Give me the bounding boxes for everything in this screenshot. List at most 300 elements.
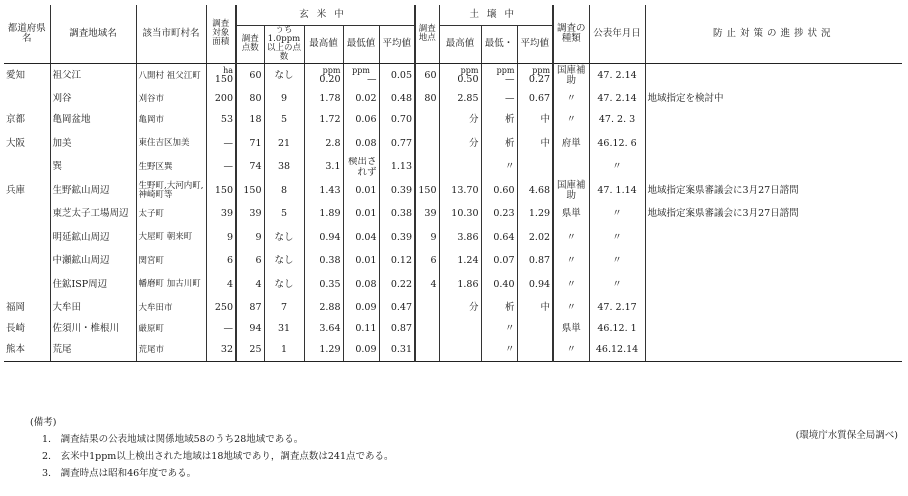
cell-s-points (415, 340, 439, 361)
cell-progress (645, 272, 902, 298)
cell-text: 〃 (504, 344, 515, 356)
unit-label: ppm (352, 66, 370, 76)
cell-text: 刈谷 (52, 93, 72, 105)
cell-s-min (481, 272, 517, 298)
cell-text: 巽 (52, 161, 63, 173)
cell-text: 〃 (566, 344, 577, 356)
cell-s-points (415, 319, 439, 340)
cell-text: 0.09 (355, 344, 377, 356)
cadmium-survey-table-wrap (4, 5, 902, 362)
cell-text: 兵庫 (6, 184, 26, 196)
cell-text: 10.30 (451, 208, 479, 220)
cell-s-min (481, 89, 517, 110)
cell-g-points (236, 251, 264, 272)
cell-g-points (236, 157, 264, 178)
cell-g-points (236, 204, 264, 225)
cell-pub (589, 298, 645, 319)
cell-text: 地域指定案県審議会に3月27日諮問 (647, 208, 799, 220)
cell-progress (645, 298, 902, 319)
cell-g-points (236, 225, 264, 251)
header-soil: 土壌中 (439, 5, 553, 25)
cell-text: 25 (249, 344, 262, 356)
cell-text: 熊本 (6, 344, 26, 356)
cell-type (553, 225, 589, 251)
header-g-min: 最低値 (343, 25, 379, 63)
cell-progress (645, 225, 902, 251)
cell-text: 住鉱ISP周辺 (52, 278, 108, 290)
cell-g-min (343, 110, 379, 131)
unit-label: ha (223, 66, 233, 76)
cell-s-avg (517, 131, 553, 157)
cell-g-avg (379, 204, 415, 225)
cell-survey-area (206, 63, 236, 89)
cell-text: 1.78 (319, 93, 341, 105)
cell-city (136, 89, 206, 110)
cell-s-avg (517, 319, 553, 340)
cell-text: 2.8 (325, 137, 341, 149)
cell-text: 3.86 (457, 231, 479, 243)
cell-type (553, 272, 589, 298)
cell-text: 〃 (566, 231, 577, 243)
cell-text: 39 (220, 208, 233, 220)
cell-s-max (439, 272, 481, 298)
cell-text: 6 (226, 255, 233, 267)
cell-text: 生野区巽 (138, 161, 173, 172)
header-g-avg: 平均値 (379, 25, 415, 63)
cell-text: 〃 (566, 114, 577, 126)
cell-text: 析 (504, 302, 515, 314)
cell-text: 8 (280, 184, 288, 196)
cell-survey-area (206, 340, 236, 361)
unit-label: ppm (532, 66, 551, 76)
cell-g-points (236, 178, 264, 204)
cell-progress (645, 157, 902, 178)
cell-text: 0.60 (493, 184, 515, 196)
cell-text: — (505, 93, 515, 105)
cell-city (136, 298, 206, 319)
cell-s-min (481, 225, 517, 251)
note-item: 2. 玄米中1ppm以上検出された地域は18地域であり，調査点数は241点である。 (42, 451, 394, 462)
notes-title: (備考) (30, 417, 57, 428)
cell-text: 31 (277, 323, 291, 335)
cell-s-max (439, 63, 481, 89)
cell-text: 長崎 (6, 323, 26, 335)
cell-g-max (304, 63, 343, 89)
cell-g-over1 (264, 89, 304, 110)
header-g-max: 最高値 (304, 25, 343, 63)
cell-text: 東芝太子工場周辺 (52, 208, 129, 220)
cell-text: 明延鉱山周辺 (52, 231, 110, 243)
header-progress: 防止対策の進捗状況 (645, 5, 902, 63)
cell-area (50, 340, 136, 361)
cell-s-avg (517, 157, 553, 178)
cell-text: 生野鉱山周辺 (52, 184, 110, 196)
cell-g-points (236, 63, 264, 89)
cell-s-min (481, 319, 517, 340)
cell-pub (589, 110, 645, 131)
cell-text: 47. 2.14 (597, 70, 637, 82)
cell-text: 0.39 (390, 184, 412, 196)
header-s-max: 最高値 (439, 25, 481, 63)
cell-area (50, 63, 136, 89)
cell-s-avg (517, 178, 553, 204)
cell-text: 幡磨町 加古川町 (138, 279, 201, 290)
cell-text: 祖父江 (52, 70, 82, 82)
cell-text: 福岡 (6, 302, 26, 314)
cell-text: 0.01 (355, 184, 377, 196)
cell-g-min (343, 63, 379, 89)
cell-text: 〃 (612, 208, 622, 220)
cell-pub (589, 340, 645, 361)
cell-text: 0.12 (390, 255, 412, 267)
cell-g-avg (379, 110, 415, 131)
cell-text: 9 (280, 93, 288, 105)
cell-text: 0.23 (493, 208, 515, 220)
cell-g-points (236, 298, 264, 319)
cell-g-min (343, 157, 379, 178)
cell-text: 中 (540, 114, 551, 126)
cell-text: 1.43 (319, 184, 341, 196)
cell-area (50, 225, 136, 251)
cell-survey-area (206, 272, 236, 298)
cell-g-min (343, 204, 379, 225)
cell-city (136, 131, 206, 157)
cell-text: 2.88 (319, 302, 341, 314)
cell-g-avg (379, 89, 415, 110)
cell-area (50, 251, 136, 272)
cell-text: 60 (424, 70, 437, 82)
cell-g-avg (379, 63, 415, 89)
cell-text: 0.39 (390, 231, 412, 243)
cell-text: 0.05 (390, 70, 412, 82)
cell-text: 0.06 (355, 114, 377, 126)
cell-pref (4, 63, 50, 89)
cell-type (553, 110, 589, 131)
cell-s-min (481, 340, 517, 361)
cell-pref (4, 340, 50, 361)
cell-text: 0.02 (355, 93, 377, 105)
cell-text: なし (274, 255, 294, 267)
cell-g-avg (379, 157, 415, 178)
cell-area (50, 89, 136, 110)
cell-text: 0.47 (390, 302, 412, 314)
header-pub: 公表年月日 (589, 5, 645, 63)
cell-s-max (439, 298, 481, 319)
cell-text: 国庫補助 (557, 65, 586, 87)
cell-s-points (415, 157, 439, 178)
cell-city (136, 319, 206, 340)
cell-text: 150 (243, 184, 262, 196)
cell-text: 53 (220, 114, 233, 126)
cell-g-over1 (264, 157, 304, 178)
cell-g-over1 (264, 319, 304, 340)
cell-g-max (304, 110, 343, 131)
cell-g-avg (379, 178, 415, 204)
cell-g-avg (379, 298, 415, 319)
cell-g-avg (379, 272, 415, 298)
cell-city (136, 272, 206, 298)
cell-s-avg (517, 272, 553, 298)
cell-s-avg (517, 89, 553, 110)
cell-text: — (505, 74, 515, 86)
cell-text: 71 (249, 137, 262, 149)
cell-text: 0.67 (528, 93, 551, 105)
cell-progress (645, 340, 902, 361)
header-soil-points: 調査地点 (415, 5, 439, 63)
cell-g-min (343, 131, 379, 157)
cell-text: 47. 2.17 (597, 302, 637, 314)
cell-text: 7 (280, 302, 288, 314)
cell-text: 4 (255, 278, 262, 290)
cell-text: 0.31 (390, 344, 412, 356)
cell-text: 〃 (612, 161, 622, 173)
cell-text: 亀岡市 (138, 114, 165, 125)
cell-text: 150 (418, 184, 437, 196)
table-row (4, 157, 902, 178)
cell-text: 国庫補助 (557, 179, 586, 201)
cell-progress (645, 131, 902, 157)
cell-pref (4, 298, 50, 319)
table-header (4, 5, 902, 63)
cell-s-max (439, 251, 481, 272)
cell-pref (4, 225, 50, 251)
cell-g-over1 (264, 340, 304, 361)
cell-g-avg (379, 251, 415, 272)
cell-g-points (236, 340, 264, 361)
cell-city (136, 251, 206, 272)
header-g-over1: うち1.0ppm以上の点数 (264, 25, 304, 63)
cell-s-max (439, 340, 481, 361)
cell-city (136, 340, 206, 361)
cell-text: 厳原町 (138, 323, 165, 334)
cell-pub (589, 272, 645, 298)
cell-text: 県単 (561, 208, 581, 220)
cell-text: 4 (430, 278, 437, 290)
cell-text: 46.12. 1 (597, 323, 637, 335)
cell-g-max (304, 131, 343, 157)
cell-type (553, 251, 589, 272)
table-row (4, 272, 902, 298)
cell-text: 1.86 (457, 278, 479, 290)
cell-text: 中 (540, 137, 551, 149)
cell-s-points (415, 89, 439, 110)
header-g-points: 調査点数 (236, 25, 264, 63)
cell-text: 38 (277, 161, 291, 173)
cell-pref (4, 157, 50, 178)
cell-text: 0.01 (355, 255, 377, 267)
cell-text: 46.12. 6 (597, 137, 637, 149)
cell-text: 析 (504, 114, 515, 126)
cell-type (553, 298, 589, 319)
cell-progress (645, 251, 902, 272)
cell-type (553, 157, 589, 178)
cell-g-avg (379, 319, 415, 340)
cell-type (553, 204, 589, 225)
cell-survey-area (206, 131, 236, 157)
cell-text: 生野町,大河内町,神崎町等 (138, 180, 204, 200)
cell-text: 47. 2.14 (597, 93, 637, 105)
cell-s-min (481, 110, 517, 131)
cell-progress (645, 319, 902, 340)
cell-city (136, 63, 206, 89)
cell-s-max (439, 110, 481, 131)
cell-pub (589, 225, 645, 251)
cell-g-max (304, 340, 343, 361)
cell-g-min (343, 225, 379, 251)
cell-text: 荒尾市 (138, 344, 165, 355)
cell-g-max (304, 157, 343, 178)
cell-progress (645, 89, 902, 110)
cell-text: 9 (430, 231, 437, 243)
cell-city (136, 204, 206, 225)
cell-type (553, 131, 589, 157)
header-city: 該当市町村名 (136, 5, 206, 63)
cell-g-over1 (264, 204, 304, 225)
cell-progress (645, 110, 902, 131)
cell-pub (589, 319, 645, 340)
cell-g-min (343, 298, 379, 319)
cell-text: 0.38 (390, 208, 412, 220)
cell-survey-area (206, 298, 236, 319)
cell-s-points (415, 204, 439, 225)
cell-g-min (343, 272, 379, 298)
header-genmai: 玄米中 (236, 5, 415, 25)
cell-survey-area (206, 251, 236, 272)
cell-area (50, 319, 136, 340)
cell-g-min (343, 251, 379, 272)
cell-s-min (481, 251, 517, 272)
table-row (4, 178, 902, 204)
cell-g-points (236, 89, 264, 110)
cell-survey-area (206, 319, 236, 340)
cell-text: 5 (280, 208, 288, 220)
cell-s-points (415, 251, 439, 272)
cell-s-max (439, 204, 481, 225)
cell-text: 200 (214, 93, 233, 105)
cell-g-max (304, 319, 343, 340)
cell-text: 京都 (6, 114, 26, 126)
cell-text: 大牟田市 (138, 302, 173, 313)
cell-pub (589, 251, 645, 272)
cell-text: 中 (540, 302, 551, 314)
cell-s-max (439, 157, 481, 178)
cell-g-points (236, 272, 264, 298)
cell-text: 〃 (566, 278, 577, 290)
cell-pref (4, 89, 50, 110)
cell-text: 0.35 (319, 278, 341, 290)
cell-text: 1 (280, 344, 288, 356)
cell-text: 150 (214, 74, 233, 86)
cell-text: 0.08 (355, 278, 377, 290)
source-credit: (環境庁水質保全局調べ) (795, 430, 898, 441)
cell-text: 0.40 (493, 278, 515, 290)
cell-survey-area (206, 89, 236, 110)
cell-survey-area (206, 204, 236, 225)
cell-text: 32 (220, 344, 233, 356)
table-row (4, 251, 902, 272)
cell-text: 分 (468, 137, 479, 149)
cell-text: 3.1 (325, 161, 341, 173)
cell-g-min (343, 178, 379, 204)
cell-s-points (415, 225, 439, 251)
cell-text: 9 (255, 231, 262, 243)
cell-pub (589, 89, 645, 110)
cell-text: 加美 (52, 137, 72, 149)
cell-pub (589, 178, 645, 204)
cell-pub (589, 204, 645, 225)
cell-s-min (481, 178, 517, 204)
table-row (4, 225, 902, 251)
cell-s-max (439, 131, 481, 157)
cell-text: 大阪 (6, 137, 26, 149)
cell-text: 関宮町 (138, 255, 165, 266)
cell-s-points (415, 178, 439, 204)
header-s-min: 最低・ (481, 25, 517, 63)
header-survey-area: 調査対象面積 (206, 5, 236, 63)
cell-pub (589, 157, 645, 178)
cell-text: 0.27 (528, 74, 551, 86)
cell-text: 0.87 (390, 323, 412, 335)
cell-area (50, 110, 136, 131)
cell-text: 1.29 (319, 344, 341, 356)
cell-g-over1 (264, 178, 304, 204)
cell-s-avg (517, 251, 553, 272)
cell-text: 亀岡盆地 (52, 114, 91, 126)
cell-text: 87 (249, 302, 262, 314)
cell-text: 47. 2. 3 (598, 114, 636, 126)
cell-s-avg (517, 204, 553, 225)
cell-text: 大牟田 (52, 302, 82, 314)
cell-g-points (236, 110, 264, 131)
cell-type (553, 63, 589, 89)
cell-text: 4 (226, 278, 233, 290)
cell-text: 21 (277, 137, 291, 149)
cell-text: 0.01 (355, 208, 377, 220)
cell-text: 0.09 (355, 302, 377, 314)
cell-g-max (304, 225, 343, 251)
cell-text: 47. 1.14 (597, 184, 637, 196)
cell-g-max (304, 272, 343, 298)
cell-g-max (304, 251, 343, 272)
cell-text: 0.20 (319, 74, 341, 86)
cell-g-max (304, 204, 343, 225)
cell-pref (4, 131, 50, 157)
cell-s-max (439, 178, 481, 204)
cell-g-over1 (264, 131, 304, 157)
header-area: 調査地域名 (50, 5, 136, 63)
cell-s-points (415, 298, 439, 319)
header-type: 調査の種類 (553, 5, 589, 63)
cell-type (553, 178, 589, 204)
cell-text: 0.94 (528, 278, 551, 290)
cell-text: 4.68 (528, 184, 551, 196)
cell-city (136, 225, 206, 251)
cell-text: 1.29 (528, 208, 551, 220)
cell-s-min (481, 204, 517, 225)
cell-g-min (343, 340, 379, 361)
cell-text: 地域指定を検討中 (647, 93, 724, 105)
cell-city (136, 110, 206, 131)
cell-text: 〃 (566, 255, 577, 267)
cell-text: 地域指定案県審議会に3月27日諮問 (647, 184, 799, 196)
cell-text: 3.64 (319, 323, 341, 335)
cell-pref (4, 178, 50, 204)
cell-area (50, 131, 136, 157)
cell-text: 0.22 (390, 278, 412, 290)
cell-text: 0.94 (319, 231, 341, 243)
table-row (4, 298, 902, 319)
cell-g-max (304, 178, 343, 204)
